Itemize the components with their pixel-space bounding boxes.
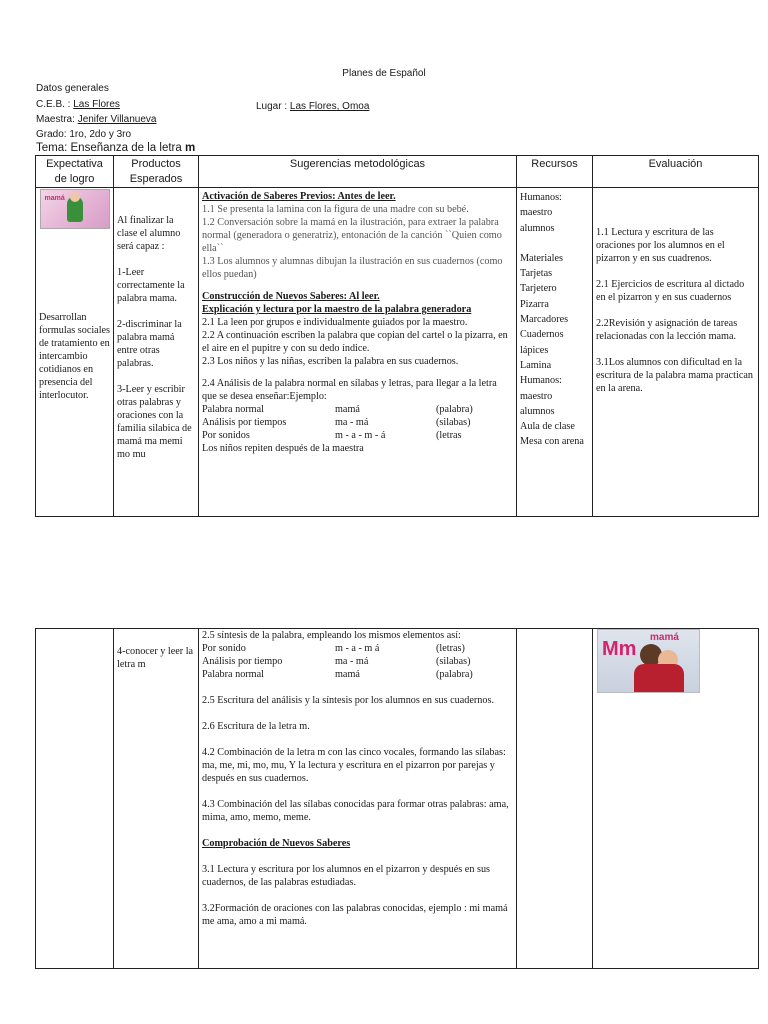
recurso-item: Pizarra xyxy=(520,298,549,310)
ceb-line xyxy=(36,98,120,112)
thumb-label: mamá xyxy=(44,195,65,202)
sugerencia-line: 1.3 Los alumnos y alumnas dibujan la ilustración en sus cuadernos (como ellos puedan) xyxy=(202,256,503,280)
recurso-item: alumnos xyxy=(520,222,555,234)
recurso-item: maestro xyxy=(520,207,553,219)
section-heading: Construcción de Nuevos Saberes: Al leer. xyxy=(202,291,380,302)
sugerencia-line: 1.2 Conversación sobre la mamá en la ilustración, para extraer la palabra normal (generadora o generatriz), entonación de la canción ``Quien como ella`` xyxy=(202,217,502,254)
analysis-row: Por sonido m - a - m á (letras) xyxy=(202,643,465,654)
recurso-item: Humanos: xyxy=(520,375,562,387)
tema-line xyxy=(36,142,195,154)
recurso-item: Mesa con arena xyxy=(520,436,584,448)
recurso-item: Lamina xyxy=(520,359,552,371)
sugerencia-line: 2.5 síntesis de la palabra, empleando los mismos elementos así: xyxy=(202,630,461,641)
sugerencia-line: 2.1 La leen por grupos e individualmente guiados por la maestro. xyxy=(202,317,468,328)
evaluacion-item: 3.1Los alumnos con dificultad en la escritura de la palabra mama practican en la arena. xyxy=(596,357,753,394)
column-header-evaluacion: Evaluación xyxy=(593,156,759,188)
photo-letter-label: Mm xyxy=(602,638,637,660)
evaluacion-item: 2.2Revisión y asignación de tareas relacionadas con la lección mama. xyxy=(596,318,738,342)
maestra-line xyxy=(36,113,156,127)
recurso-item: lápices xyxy=(520,344,549,356)
section-heading: Explicación y lectura por la maestro de la palabra generadora xyxy=(202,304,472,315)
maestra-value: Jenifer Villanueva xyxy=(77,114,157,125)
producto-item: 4-conocer y leer la letra m xyxy=(117,646,194,670)
ceb-label: C.E.B. : xyxy=(36,99,74,110)
recurso-item: Humanos: xyxy=(520,192,562,203)
analysis-row: Palabra normal mamá (palabra) xyxy=(202,669,473,680)
mother-child-image xyxy=(40,189,110,229)
sugerencia-line: 2.3 Los niños y las niñas, escriben la palabra en sus cuadernos. xyxy=(202,356,459,367)
column-header-expectativa: Expectativa de logro xyxy=(36,156,114,188)
section-heading: Comprobación de Nuevos Saberes xyxy=(202,838,351,849)
column-header-sugerencias: Sugerencias metodológicas xyxy=(199,156,517,188)
evaluacion-cell xyxy=(593,188,759,517)
lesson-plan-table xyxy=(35,155,759,517)
mother-child-photo xyxy=(597,629,700,693)
tema-letter: m xyxy=(184,142,196,154)
sugerencia-line: 3.2Formación de oraciones con las palabras conocidas, ejemplo : mi mamá me ama, amo a mi mamá. xyxy=(202,903,508,927)
recurso-item: Tarjetero xyxy=(520,283,557,295)
sugerencia-line: 2.2 A continuación escriben la palabra que copian del cartel o la pizarra, en el aire en el pupitre y con su dedo índice. xyxy=(202,330,508,354)
producto-item: 3-Leer y escribir otras palabras y oraciones con la familia silabica de mamá ma memi mo mu xyxy=(117,384,192,460)
analysis-row: Análisis por tiempos ma - má (silabas) xyxy=(202,417,471,428)
column-header-recursos: Recursos xyxy=(517,156,593,188)
sugerencia-line: 4.2 Combinación de la letra m con las cinco vocales, formando las sílabas: ma, me, mi, mo, mu, Y la lectura y escritura en el pizarron por parejas y después en sus cuadernos. xyxy=(202,747,506,784)
recurso-item: Marcadores xyxy=(520,314,569,326)
tema-label: Tema: Enseñanza de la letra xyxy=(36,142,185,154)
lugar-value: Las Flores, Omoa xyxy=(289,101,370,112)
producto-item: 2-discriminar la palabra mamá entre otras palabras. xyxy=(117,319,182,369)
maestra-label: Maestra: xyxy=(36,114,78,125)
sugerencia-line: 4.3 Combinación del las sílabas conocidas para formar otras palabras: ama, mima, amo, memo, meme. xyxy=(202,799,509,823)
recursos-cell xyxy=(517,188,593,517)
analysis-row: Análisis por tiempo ma - má (silabas) xyxy=(202,656,471,667)
datos-generales: Datos generales xyxy=(36,83,109,94)
expectativa-cell xyxy=(36,188,114,517)
producto-item: 1-Leer correctamente la palabra mama. xyxy=(117,267,185,304)
evaluacion-item: 1.1 Lectura y escritura de las oraciones por los alumnos en el pizarron y en sus cuadrenos. xyxy=(596,227,725,264)
productos-cell xyxy=(114,629,199,969)
sugerencia-line: 3.1 Lectura y escritura por los alumnos en el pizarron y después en sus cuadernos, de las palabras estudiadas. xyxy=(202,864,490,888)
column-header-productos: Productos Esperados xyxy=(114,156,199,188)
analysis-row: Palabra normal mamá (palabra) xyxy=(202,404,473,415)
section-heading: Activación de Saberes Previos: Antes de leer. xyxy=(202,191,396,202)
grado-line: Grado: 1ro, 2do y 3ro xyxy=(36,129,132,140)
expectativa-text: Desarrollan formulas sociales de tratamiento en intercambio cotidianos en presencia del interlocutor. xyxy=(39,312,111,401)
ceb-value: Las Flores xyxy=(73,99,120,110)
sugerencias-cell xyxy=(199,629,517,969)
recurso-item: Materiales xyxy=(520,252,563,264)
sugerencias-cell xyxy=(199,188,517,517)
document-title: Planes de Español xyxy=(342,68,426,79)
evaluacion-item: 2.1 Ejercicios de escritura al dictado en el pizarron y en sus cuadernos xyxy=(596,279,745,303)
lugar-line xyxy=(256,101,369,112)
sugerencia-line: 1.1 Se presenta la lamina con la figura de una madre con su bebé. xyxy=(202,204,469,215)
recurso-item: Aula de clase xyxy=(520,421,575,433)
lugar-label: Lugar : xyxy=(256,101,290,112)
sugerencia-line: 2.4 Análisis de la palabra normal en sílabas y letras, para llegar a la letra que se desea enseñar:Ejemplo: xyxy=(202,378,497,402)
sugerencia-line: Los niños repiten después de la maestra xyxy=(202,443,364,454)
analysis-row: Por sonidos m - a - m - á (letras xyxy=(202,430,462,441)
recurso-item: alumnos xyxy=(520,405,555,417)
recurso-item: maestro xyxy=(520,390,553,402)
recurso-item: Tarjetas xyxy=(520,268,553,280)
expectativa-cell xyxy=(36,629,114,969)
recursos-cell xyxy=(517,629,593,969)
sugerencia-line: 2.5 Escritura del análisis y la síntesis por los alumnos en sus cuadernos. xyxy=(202,695,494,706)
productos-cell xyxy=(114,188,199,517)
recurso-item: Cuadernos xyxy=(520,329,564,341)
producto-intro: Al finalizar la clase el alumno será capaz : xyxy=(117,215,181,252)
photo-word-label: mamá xyxy=(650,632,679,643)
sugerencia-line: 2.6 Escritura de la letra m. xyxy=(202,721,310,732)
